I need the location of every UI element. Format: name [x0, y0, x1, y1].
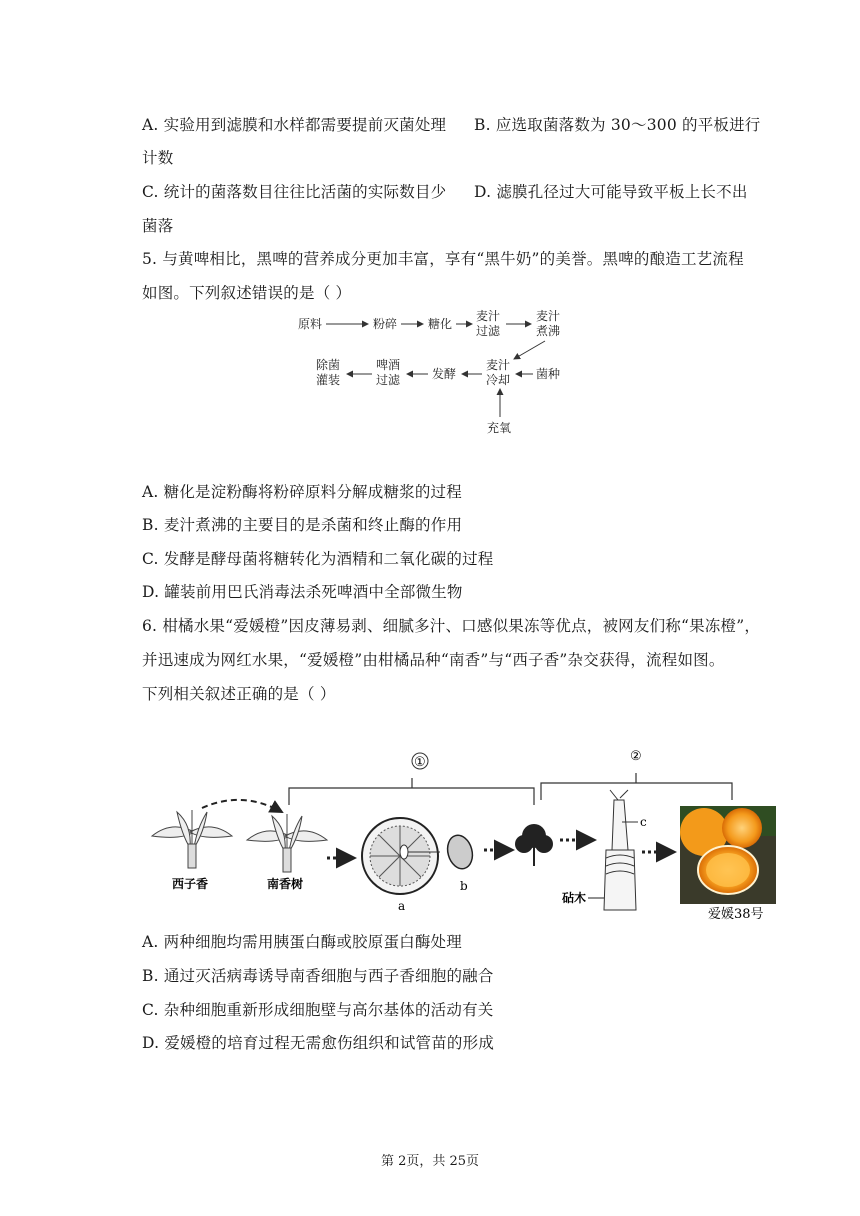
q4-option-d: D. 滤膜孔径过大可能导致平板上长不出 [474, 183, 748, 201]
flow-saccharification: 糖化 [428, 317, 453, 331]
q5-option-c: C. 发酵是酵母菌将糖转化为酒精和二氧化碳的过程 [142, 550, 494, 568]
citrus-breeding-figure [142, 740, 782, 925]
flow-wort-cool-2: 冷却 [486, 373, 511, 387]
flow-wort-filter-1: 麦汁 [476, 309, 501, 323]
q6-option-d: D. 爱媛橙的培育过程无需愈伤组织和试管苗的形成 [142, 1034, 495, 1052]
flow-beer-filter-2: 过滤 [376, 373, 401, 387]
label-b: b [460, 879, 468, 893]
pollination-arrow [202, 800, 282, 812]
q4-option-a: A. 实验用到滤膜和水样都需要提前灭菌处理 [142, 116, 447, 134]
flow-sterile-fill-2: 灌装 [316, 373, 341, 387]
q6-stem-line3: 下列相关叙述正确的是（ ） [142, 685, 336, 703]
flow-yeast: 菌种 [536, 367, 561, 381]
q6-stem-line1: 6. 柑橘水果“爱媛橙”因皮薄易剥、细腻多汁、口感似果冻等优点，被网友们称“果冻橙”， [142, 617, 761, 635]
q6-stem-line2: 并迅速成为网红水果，“爱媛橙”由柑橘品种“南香”与“西子香”杂交获得，流程如图。 [142, 651, 725, 669]
q6-option-a: A. 两种细胞均需用胰蛋白酶或胶原蛋白酶处理 [142, 933, 462, 951]
q4-option-c: C. 统计的菌落数目往往比活菌的实际数目少 [142, 183, 447, 201]
flow-wort-boil-1: 麦汁 [536, 309, 561, 323]
ehime-orange-photo [680, 806, 776, 904]
flow-raw-material: 原料 [298, 317, 323, 331]
flow-beer-filter-1: 啤酒 [376, 358, 401, 372]
q5-option-a: A. 糖化是淀粉酶将粉碎原料分解成糖浆的过程 [142, 483, 462, 501]
label-a: a [398, 899, 406, 913]
q5-stem-line2: 如图。下列叙述错误的是（ ） [142, 284, 352, 302]
grafted-rootstock [604, 790, 638, 910]
label-nanxiang: 南香树 [267, 877, 304, 891]
label-xizixiang: 西子香 [172, 877, 209, 891]
q4-option-d-continued: 菌落 [142, 217, 174, 235]
flow-wort-cool-1: 麦汁 [486, 358, 511, 372]
page-footer: 第 2页，共 25页 [380, 1154, 480, 1169]
q5-stem-line1: 5. 与黄啤相比，黑啤的营养成分更加丰富，享有“黑牛奶”的美誉。黑啤的酿造工艺流程 [142, 250, 744, 268]
flow-sterile-fill-1: 除菌 [316, 358, 341, 372]
beer-process-flowchart [290, 305, 580, 440]
label-rootstock: 砧木 [562, 891, 587, 905]
flow-wort-boil-2: 煮沸 [536, 324, 561, 338]
step-2-marker: ② [630, 749, 642, 764]
step-1-marker: ① [414, 755, 426, 770]
q5-option-d: D. 罐装前用巴氏消毒法杀死啤酒中全部微生物 [142, 583, 463, 601]
seedling-tree [515, 824, 553, 866]
q5-option-b: B. 麦汁煮沸的主要目的是杀菌和终止酶的作用 [142, 516, 463, 534]
flower-nanxiang [247, 814, 327, 872]
flow-wort-filter-2: 过滤 [476, 324, 501, 338]
bracket-step-1 [289, 778, 534, 805]
label-c: c [640, 815, 647, 829]
q4-option-b-continued: 计数 [142, 149, 174, 167]
flower-xizixiang [152, 810, 232, 868]
fruit-cross-section-a [362, 818, 440, 894]
label-ehime-38: 爱媛38号 [708, 907, 764, 922]
q6-option-b: B. 通过灭活病毒诱导南香细胞与西子香细胞的融合 [142, 967, 494, 985]
flow-oxygenation: 充氧 [487, 421, 512, 435]
q6-option-c: C. 杂种细胞重新形成细胞壁与高尔基体的活动有关 [142, 1001, 494, 1019]
seed-b [444, 832, 476, 871]
bracket-step-2 [541, 773, 732, 800]
flow-fermentation: 发酵 [432, 367, 457, 381]
q4-option-b: B. 应选取菌落数为 30～300 的平板进行 [474, 116, 761, 134]
flow-crushing: 粉碎 [373, 317, 398, 331]
